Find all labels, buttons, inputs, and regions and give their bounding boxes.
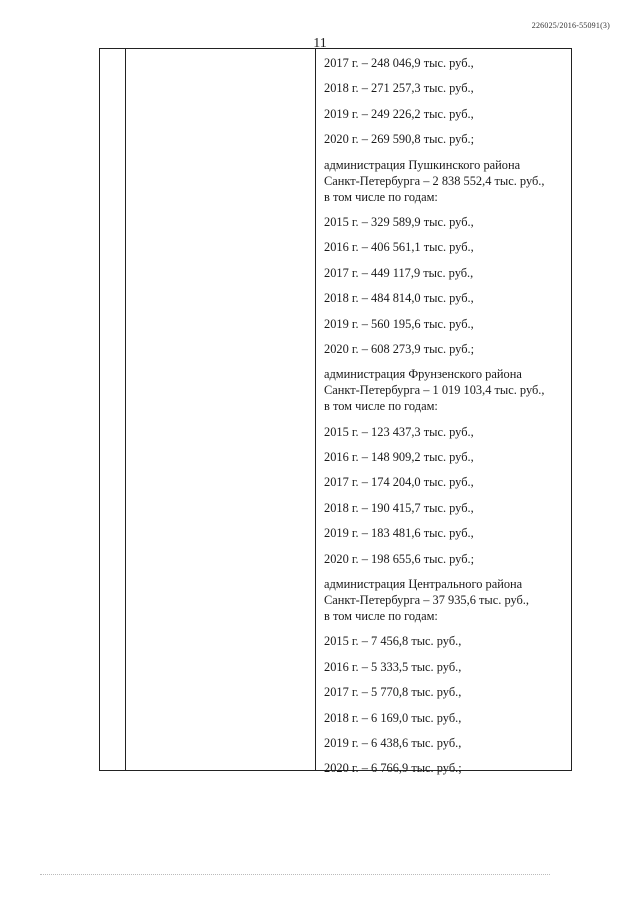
year-line: 2015 г. – 123 437,3 тыс. руб.,: [324, 424, 474, 439]
district-total: Санкт-Петербурга – 37 935,6 тыс. руб.,: [324, 593, 530, 608]
year-line: 2019 г. – 6 438,6 тыс. руб.,: [324, 735, 462, 750]
district-heading: администрация Фрунзенского района: [324, 367, 522, 382]
by-years-label: в том числе по годам:: [324, 399, 438, 414]
column-divider-1: [125, 49, 126, 770]
year-line: 2018 г. – 484 814,0 тыс. руб.,: [324, 291, 474, 306]
year-line: 2017 г. – 5 770,8 тыс. руб.,: [324, 685, 462, 700]
year-line: 2017 г. – 449 117,9 тыс. руб.,: [324, 265, 474, 280]
year-line: 2015 г. – 7 456,8 тыс. руб.,: [324, 634, 462, 649]
page-number: 11: [313, 36, 327, 51]
funding-table: [99, 48, 572, 776]
by-years-label: в том числе по годам:: [324, 609, 438, 624]
year-line: 2019 г. – 183 481,6 тыс. руб.,: [324, 526, 474, 541]
year-line: 2016 г. – 406 561,1 тыс. руб.,: [324, 240, 474, 255]
year-line: 2017 г. – 248 046,9 тыс. руб.,: [324, 56, 474, 70]
year-line: 2015 г. – 329 589,9 тыс. руб.,: [324, 214, 474, 229]
year-line: 2018 г. – 6 169,0 тыс. руб.,: [324, 710, 462, 725]
funding-cell: [324, 55, 564, 776]
district-heading: администрация Пушкинского района: [324, 157, 521, 172]
year-line: 2016 г. – 5 333,5 тыс. руб.,: [324, 659, 462, 674]
year-line: 2020 г. – 6 766,9 тыс. руб.;: [324, 761, 462, 776]
year-line: 2017 г. – 174 204,0 тыс. руб.,: [324, 475, 474, 490]
year-line: 2020 г. – 269 590,8 тыс. руб.;: [324, 132, 475, 147]
year-line: 2019 г. – 560 195,6 тыс. руб.,: [324, 316, 474, 331]
year-line: 2018 г. – 271 257,3 тыс. руб.,: [324, 81, 474, 96]
year-line: 2019 г. – 249 226,2 тыс. руб.,: [324, 106, 474, 121]
by-years-label: в том числе по годам:: [324, 189, 438, 204]
year-line: 2020 г. – 608 273,9 тыс. руб.;: [324, 341, 475, 356]
year-line: 2016 г. – 148 909,2 тыс. руб.,: [324, 450, 474, 465]
scan-footer-line: [40, 874, 550, 875]
district-heading: администрация Центрального района: [324, 577, 523, 592]
district-total: Санкт-Петербурга – 1 019 103,4 тыс. руб.,: [324, 383, 545, 398]
document-id: 226025/2016-55091(3): [531, 21, 610, 30]
year-line: 2020 г. – 198 655,6 тыс. руб.;: [324, 551, 475, 566]
year-line: 2018 г. – 190 415,7 тыс. руб.,: [324, 500, 474, 515]
district-total: Санкт-Петербурга – 2 838 552,4 тыс. руб.,: [324, 173, 545, 188]
column-divider-2: [315, 49, 316, 770]
